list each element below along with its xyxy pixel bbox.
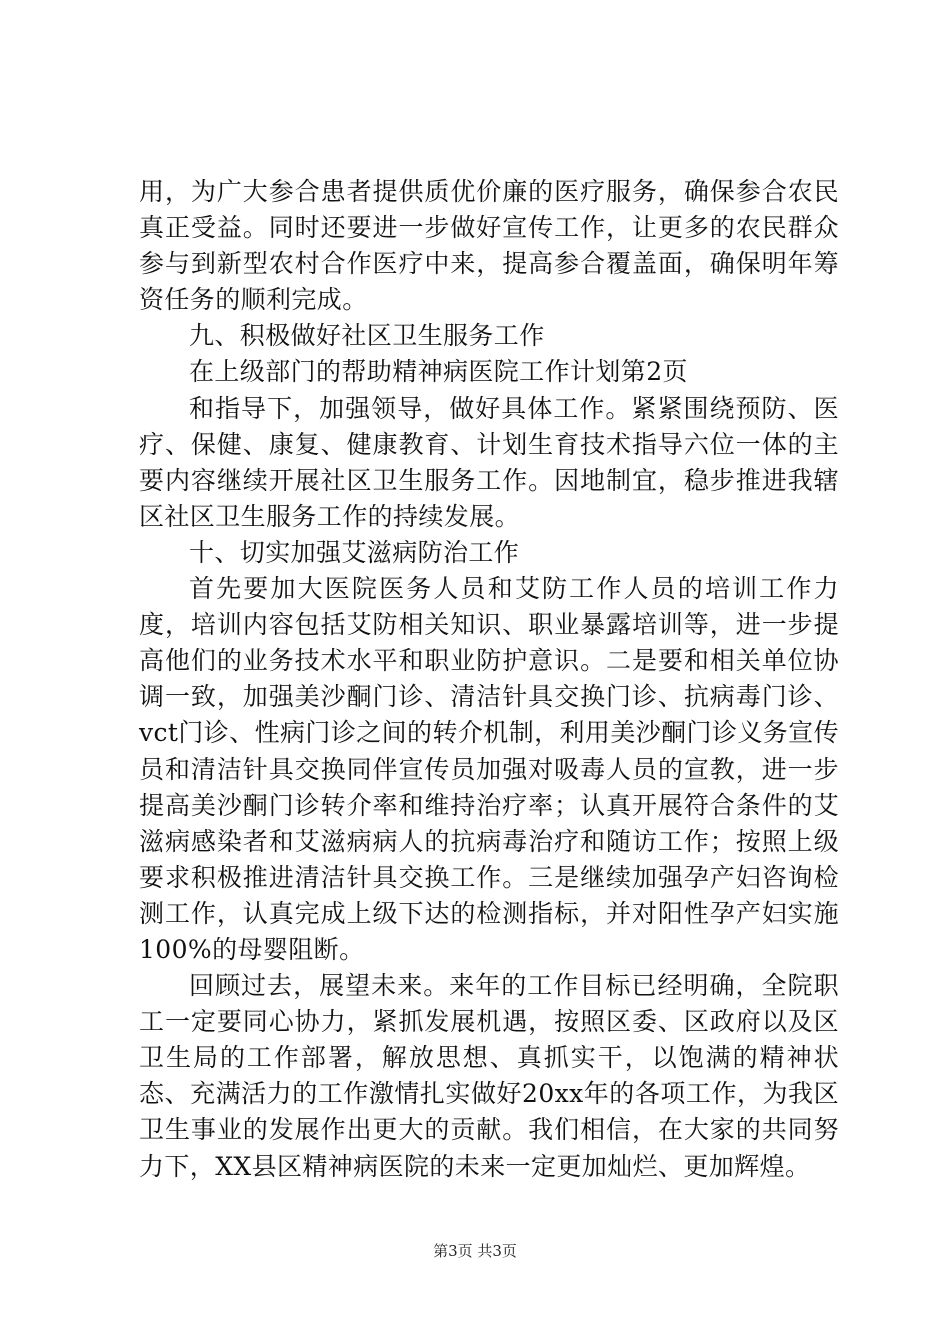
paragraph-1: 用，为广大参合患者提供质优价廉的医疗服务，确保参合农民真正受益。同时还要进一步做好宣传工作，让更多的农民群众参与到新型农村合作医疗中来，提高参合覆盖面，确保明年筹资任务的顺利完成。 [139, 177, 839, 315]
paragraph-4: 和指导下，加强领导，做好具体工作。紧紧围绕预防、医疗、保健、康复、健康教育、计划生育技术指导六位一体的主要内容继续开展社区卫生服务工作。因地制宜，稳步推进我辖区社区卫生服务工作的持续发展。 [139, 393, 839, 531]
section-heading-nine: 九、积极做好社区卫生服务工作 [189, 321, 545, 351]
page-footer: 第3页 共3页 [433, 1242, 517, 1260]
document-body [139, 174, 839, 1185]
section-heading-ten: 十、切实加强艾滋病防治工作 [189, 537, 520, 567]
paragraph-3: 在上级部门的帮助精神病医院工作计划第2页 [189, 357, 688, 387]
paragraph-6: 首先要加大医院医务人员和艾防工作人员的培训工作力度，培训内容包括艾防相关知识、职业暴露培训等，进一步提高他们的业务技术水平和职业防护意识。二是要和相关单位协调一致，加强美沙酮门诊、清洁针具交换门诊、抗病毒门诊、vct门诊、性病门诊之间的转介机制，利用美沙酮门诊义务宣传员和清洁针具交换同伴宣传员加强对吸毒人员的宣教，进一步提高美沙酮门诊转介率和维持治疗率；认真开展符合条件的艾滋病感染者和艾滋病病人的抗病毒治疗和随访工作；按照上级要求积极推进清洁针具交换工作。三是继续加强孕产妇咨询检测工作，认真完成上级下达的检测指标，并对阳性孕产妇实施100%的母婴阻断。 [139, 574, 839, 964]
paragraph-7: 回顾过去，展望未来。来年的工作目标已经明确，全院职工一定要同心协力，紧抓发展机遇，按照区委、区政府以及区卫生局的工作部署，解放思想、真抓实干，以饱满的精神状态、充满活力的工作激情扎实做好20xx年的各项工作，为我区卫生事业的发展作出更大的贡献。我们相信，在大家的共同努力下，XX县区精神病医院的未来一定更加灿烂、更加辉煌。 [139, 971, 839, 1181]
